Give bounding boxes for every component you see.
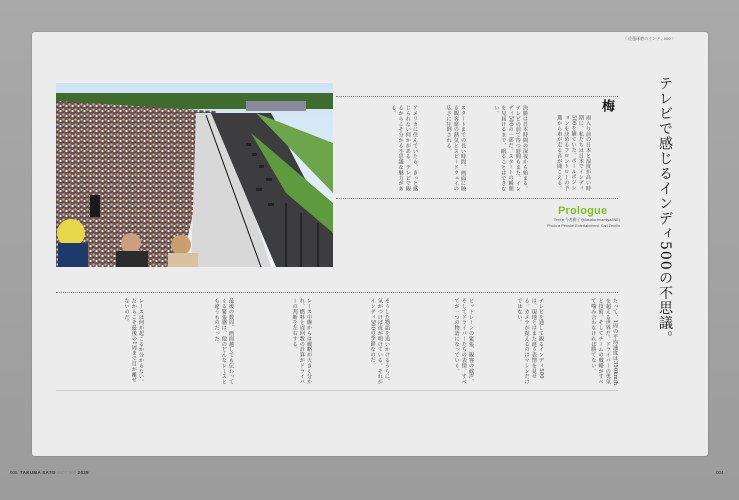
body-column-1: 雨入り前の日本と湿度が高い時期に、私たちは日本でインディ500を観ていた。ポールポジションを決めるフロントローの予選から車が走る音が聞こえる。 bbox=[556, 115, 591, 191]
article-title: テレビで感じるインディ500の不思議。 bbox=[657, 76, 673, 346]
body-column-2: 決勝は日本時間の深夜から始まる。テレビの前で待つ時間もまた、インディ500の一部だ。スタートの瞬間を見届けるまで、眠ることはできない。 bbox=[493, 105, 528, 192]
header-tag: 〈 佐藤琢磨のインディ500 〉 bbox=[623, 36, 676, 41]
race-start-photo bbox=[56, 83, 333, 267]
lower-column-2: テレビを通して観るインディ500は、現地とはまた違う表情を見せる。カメラが捉えるのはマシンだけではない。 bbox=[516, 298, 544, 385]
body-column-3: スタートまでの長い時間、画面に映る観客席の熱気とスピードウェイの広さに圧倒される。 bbox=[445, 105, 466, 192]
folio-left bbox=[10, 470, 89, 475]
lower-bottom-rule bbox=[56, 390, 618, 391]
top-rule bbox=[336, 96, 618, 97]
drop-cap: 梅 bbox=[599, 99, 614, 112]
section-label: Prologue bbox=[558, 205, 608, 217]
lower-column-6: 最後の数周、画面越しでも伝わってくる緊張感は、他のどんなレースとも違うものだった。 bbox=[213, 298, 234, 385]
lower-column-5: レース中盤からは戦略が大きく分かれ、燃料と周回数の計算がドライバーの判断を左右する。 bbox=[291, 298, 312, 385]
mid-rule bbox=[336, 198, 618, 199]
lower-column-3: ピットレーンの緊張、観客の歓声、そしてドライバーたちの表情。すべてが一つの物語になっていく。 bbox=[453, 298, 474, 385]
lower-top-rule bbox=[56, 292, 618, 293]
lower-column-4: そうした物語を追いかけるうちに、気がつけば夜が明けている。それがインディ500の季節なのだ。 bbox=[369, 298, 390, 385]
lower-column-7: レースは何が起こるか分からない。だからこそ最後の1周まで目が離せないのだ。 bbox=[123, 298, 144, 385]
photo-credit: Photo ● Penske Entertainment: Karl Zemlin bbox=[547, 224, 620, 228]
page-number-left: 005 bbox=[10, 470, 18, 475]
text-credit: Text ● 今宮雅子 (Masako Imamiya/INE) bbox=[553, 218, 620, 222]
folio-brand: TAKUMA SATO bbox=[20, 470, 56, 475]
page-number-right: 004 bbox=[716, 470, 724, 475]
folio-subtitle: INDY 500 bbox=[56, 470, 77, 475]
body-column-4: アメリカに住んでいたら、きっと感じられない何かがある。テレビで観るからこそ分かる不思議な魅力がある。 bbox=[390, 105, 418, 192]
folio-year: 2025 bbox=[77, 470, 89, 475]
lower-column-1: たって、1周の平均速度は350km/hを超える世界だ。ドライバーの勇気と技術、そしてチームの戦略がすべて噛み合わなければ勝てない。 bbox=[590, 298, 618, 386]
